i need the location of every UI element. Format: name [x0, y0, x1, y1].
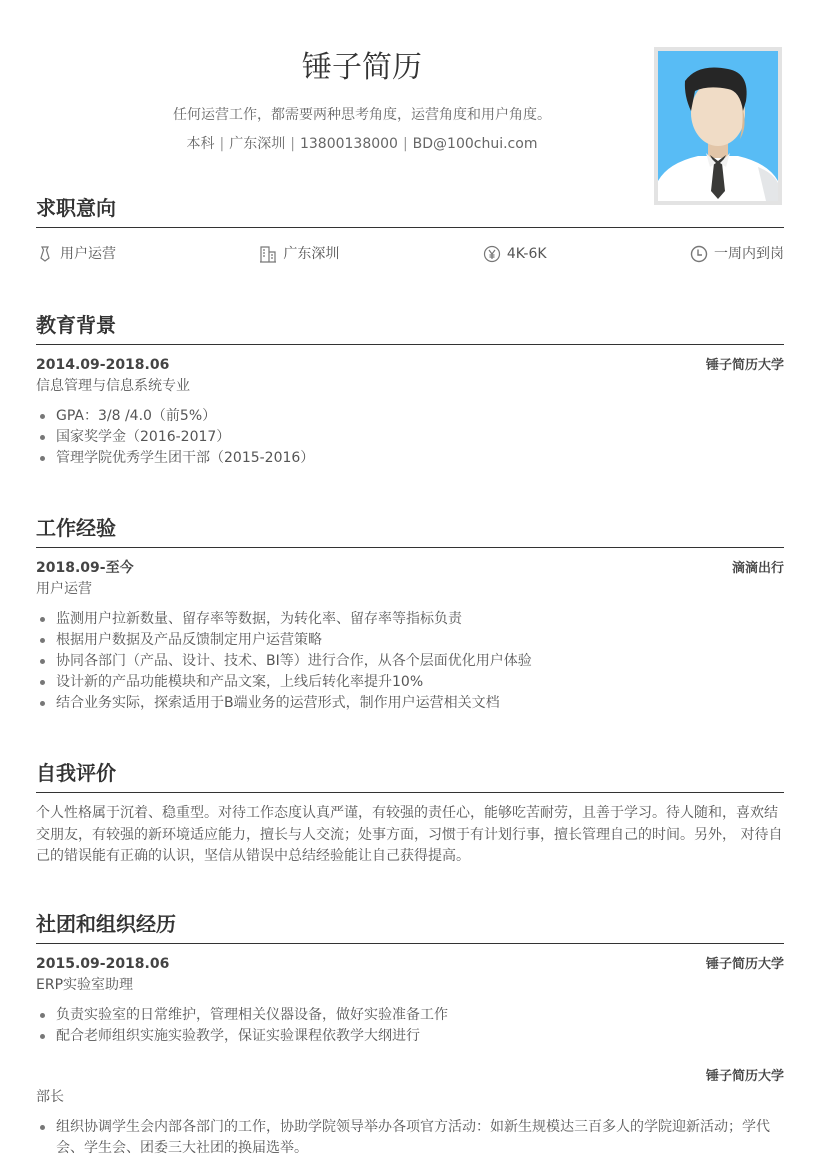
club-bullets	[36, 1117, 784, 1159]
separator: |	[290, 136, 295, 152]
section-title: 教育背景	[36, 310, 784, 345]
list-item: 根据用户数据及产品反馈制定用户运营策略	[36, 630, 784, 651]
list-item: 设计新的产品功能模块和产品文案，上线后转化率提升10%	[36, 672, 784, 693]
list-item: 组织协调学生会内部各部门的工作，协助学院领导举办各项官方活动：如新生规模达三百多人的学院迎新活动；学代会、学生会、团委三大社团的换届选举。	[36, 1117, 784, 1159]
resume-motto: 任何运营工作，都需要两种思考角度，运营角度和用户角度。	[173, 107, 551, 123]
list-item: 结合业务实际，探索适用于B端业务的运营形式，制作用户运营相关文档	[36, 693, 784, 714]
intent-label: 用户运营	[60, 246, 116, 262]
tie-icon	[36, 245, 54, 263]
section-title: 求职意向	[36, 193, 784, 228]
club-bullets	[36, 1005, 784, 1047]
work-company: 滴滴出行	[731, 561, 784, 576]
section-education	[36, 310, 784, 469]
location: 广东深圳	[229, 136, 286, 152]
section-self-evaluation	[36, 758, 784, 868]
resume-name: 锤子简历	[302, 50, 422, 85]
phone: 13800138000	[299, 136, 398, 152]
club-org: 锤子简历大学	[705, 1069, 784, 1084]
yen-icon	[483, 245, 501, 263]
intent-salary	[483, 243, 547, 265]
contact-line	[0, 134, 724, 154]
section-title: 自我评价	[36, 758, 784, 793]
self-evaluation-text: 个人性格属于沉着、稳重型。对待工作态度认真严谨，有较强的责任心，能够吃苦耐劳，且善于学习。待人随和，喜欢结交朋友，有较强的新环境适应能力，擅长与人交流；处事方面，习惯于有计划行事，擅长管理自己的时间。另外， 对待自己的错误能有正确的认识，坚信从错误中总结经验能让自己获得提高。	[36, 805, 783, 864]
profile-photo	[654, 47, 782, 205]
section-clubs	[36, 909, 784, 1159]
list-item: 协同各部门（产品、设计、技术、BI等）进行合作，从各个层面优化用户体验	[36, 651, 784, 672]
clock-icon	[690, 245, 708, 263]
club-org: 锤子简历大学	[705, 957, 784, 972]
intent-label: 4K-6K	[506, 246, 547, 262]
work-bullets	[36, 609, 784, 714]
intent-availability	[690, 243, 784, 265]
edu-bullets	[36, 406, 784, 469]
edu-school: 锤子简历大学	[705, 358, 784, 373]
section-title: 社团和组织经历	[36, 909, 784, 944]
separator: |	[402, 136, 408, 152]
edu-date: 2014.09-2018.06	[36, 357, 170, 373]
list-item: 负责实验室的日常维护，管理相关仪器设备，做好实验准备工作	[36, 1005, 784, 1026]
building-icon	[259, 245, 277, 263]
intent-city	[259, 243, 339, 265]
avatar-illustration	[658, 51, 778, 201]
list-item: GPA：3/8 /4.0（前5%）	[36, 406, 784, 427]
email: BD@100chui.com	[412, 136, 538, 152]
list-item: 监测用户拉新数量、留存率等数据，为转化率、留存率等指标负责	[36, 609, 784, 630]
intent-label: 广东深圳	[283, 246, 340, 262]
club-role: 部长	[36, 1089, 64, 1105]
list-item: 管理学院优秀学生团干部（2015-2016）	[36, 448, 784, 469]
edu-major: 信息管理与信息系统专业	[36, 378, 190, 394]
section-work	[36, 513, 784, 714]
list-item: 国家奖学金（2016-2017）	[36, 427, 784, 448]
work-date: 2018.09-至今	[36, 560, 134, 576]
club-role: ERP实验室助理	[36, 977, 134, 993]
work-role: 用户运营	[36, 581, 92, 597]
intent-label: 一周内到岗	[713, 246, 784, 262]
degree: 本科	[186, 136, 215, 152]
intent-position	[36, 243, 116, 265]
separator: |	[219, 136, 225, 152]
section-title: 工作经验	[36, 513, 784, 548]
club-date: 2015.09-2018.06	[36, 956, 170, 972]
section-job-intention	[36, 193, 784, 265]
list-item: 配合老师组织实施实验教学，保证实验课程依教学大纲进行	[36, 1026, 784, 1047]
